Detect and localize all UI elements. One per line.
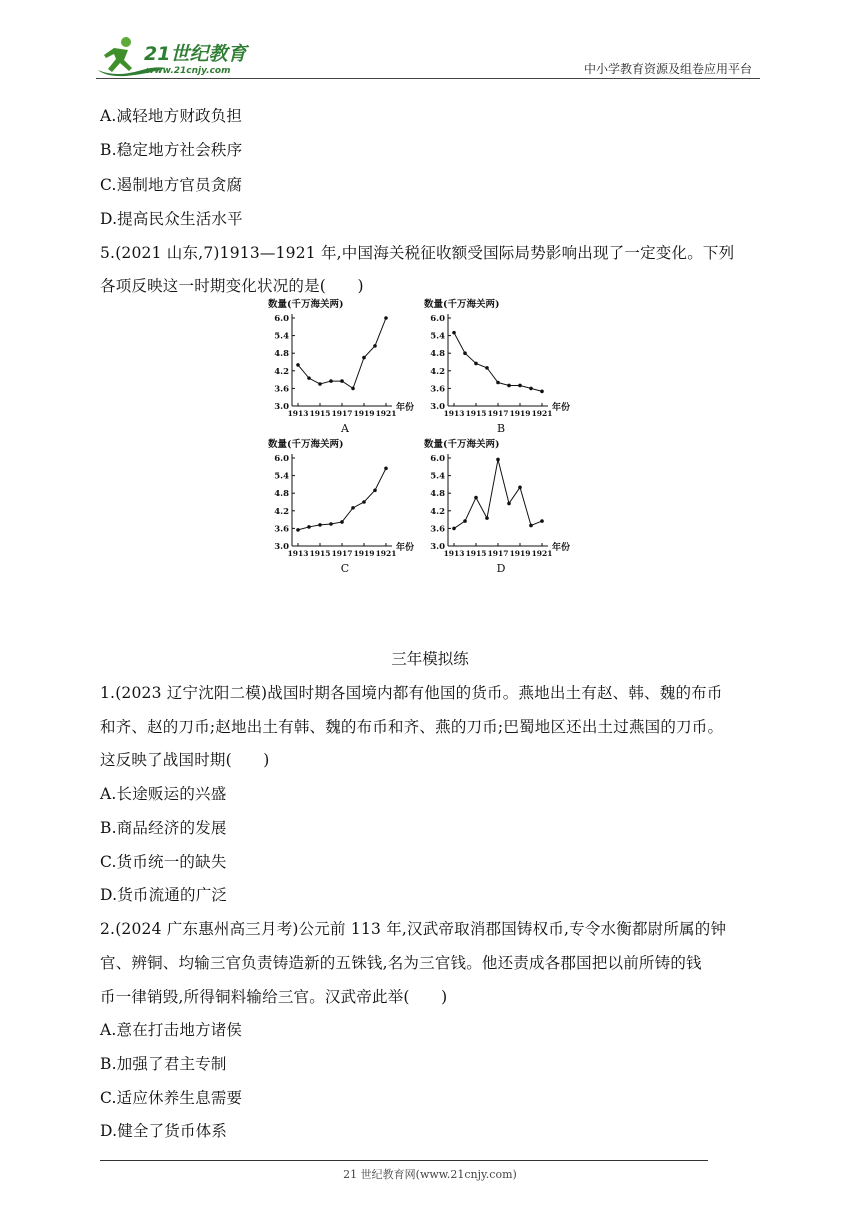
x-axis-label: 年份	[552, 403, 571, 413]
x-tick-label: 1917	[331, 409, 353, 418]
x-tick-label: 1915	[309, 549, 331, 558]
data-point	[373, 488, 377, 492]
x-tick-label: 1913	[443, 549, 465, 558]
y-axis-label: 数量(千万海关两)	[424, 439, 500, 450]
y-tick-label: 3.0	[274, 402, 289, 412]
option-c: C.遏制地方官员贪腐	[100, 176, 243, 194]
x-tick-label: 1913	[287, 549, 309, 558]
y-tick-label: 5.4	[430, 471, 445, 482]
question-1-line-1: 1.(2023 辽宁沈阳二模)战国时期各国境内都有他国的货币。燕地出土有赵、韩、魏的布币	[100, 684, 723, 702]
data-point	[296, 363, 300, 367]
data-point	[540, 519, 544, 523]
footer-text: 21 世纪教育网(www.21cnjy.com)	[343, 1168, 517, 1181]
y-tick-label: 4.2	[274, 366, 289, 377]
y-tick-label: 4.8	[430, 489, 445, 500]
x-tick-label: 1915	[465, 409, 487, 418]
y-tick-label: 5.4	[274, 471, 289, 482]
y-tick-label: 4.8	[274, 349, 289, 360]
data-point	[496, 458, 500, 462]
q1-option-c: C.货币统一的缺失	[100, 853, 227, 871]
data-point	[351, 506, 355, 510]
data-point	[485, 516, 489, 520]
x-axis-label: 年份	[396, 403, 415, 413]
data-point	[474, 496, 478, 500]
x-tick-label: 1919	[509, 549, 531, 558]
q2-option-d: D.健全了货币体系	[100, 1122, 228, 1140]
question-2-line-1: 2.(2024 广东惠州高三月考)公元前 113 年,汉武帝取消郡国铸权币,专令水衡都尉所属的钟	[100, 920, 727, 938]
data-point	[452, 527, 456, 531]
y-axis-label: 数量(千万海关两)	[268, 299, 344, 310]
x-axis-label: 年份	[552, 543, 571, 553]
data-point	[340, 379, 344, 383]
q2-option-a: A.意在打击地方诸侯	[100, 1021, 243, 1039]
data-point	[373, 344, 377, 348]
series-line	[454, 459, 542, 528]
data-point	[351, 387, 355, 391]
y-tick-label: 4.2	[430, 506, 445, 517]
logo	[96, 34, 266, 78]
chart-c	[262, 436, 432, 580]
data-point	[474, 362, 478, 366]
data-point	[307, 525, 311, 529]
x-tick-label: 1919	[353, 549, 375, 558]
q1-option-d: D.货币流通的广泛	[100, 886, 228, 904]
x-tick-label: 1915	[465, 549, 487, 558]
x-tick-label: 1917	[487, 409, 509, 418]
chart-a	[262, 296, 432, 440]
y-tick-label: 4.2	[274, 506, 289, 517]
data-point	[318, 382, 322, 386]
data-point	[296, 528, 300, 532]
x-tick-label: 1921	[531, 549, 553, 558]
y-tick-label: 5.4	[274, 331, 289, 342]
x-tick-label: 1917	[331, 549, 353, 558]
question-1-line-3: 这反映了战国时期( )	[100, 751, 270, 769]
data-point	[340, 520, 344, 524]
page-header	[96, 34, 760, 80]
y-tick-label: 6.0	[430, 454, 445, 464]
chart-panel-label: B	[496, 422, 506, 435]
y-tick-label: 3.6	[274, 384, 289, 395]
y-tick-label: 3.0	[430, 402, 445, 412]
data-point	[362, 500, 366, 504]
x-tick-label: 1921	[375, 409, 397, 418]
y-tick-label: 5.4	[430, 331, 445, 342]
series-line	[298, 318, 386, 388]
q1-option-b: B.商品经济的发展	[100, 819, 227, 837]
logo-text: 21世纪教育	[144, 43, 247, 65]
logo-url: www.21cnjy.com	[146, 66, 231, 76]
data-point	[452, 331, 456, 335]
section-title: 三年模拟练	[391, 650, 469, 668]
chart-panel-label: C	[340, 562, 350, 575]
data-point	[329, 379, 333, 383]
chart-b	[418, 296, 588, 440]
y-tick-label: 3.6	[430, 384, 445, 395]
y-tick-label: 3.6	[274, 524, 289, 535]
data-point	[540, 390, 544, 394]
y-tick-label: 4.2	[430, 366, 445, 377]
data-point	[496, 381, 500, 385]
x-tick-label: 1913	[287, 409, 309, 418]
data-point	[362, 356, 366, 360]
y-tick-label: 3.0	[274, 542, 289, 552]
data-point	[384, 466, 388, 470]
x-tick-label: 1919	[509, 409, 531, 418]
q2-option-b: B.加强了君主专制	[100, 1055, 227, 1073]
y-tick-label: 4.8	[274, 489, 289, 500]
data-point	[507, 502, 511, 506]
question-5-line-2: 各项反映这一时期变化状况的是( )	[100, 277, 364, 295]
data-point	[518, 384, 522, 388]
q2-option-c: C.适应休养生息需要	[100, 1089, 243, 1107]
y-tick-label: 6.0	[274, 314, 289, 324]
data-point	[529, 387, 533, 391]
x-tick-label: 1921	[375, 549, 397, 558]
x-tick-label: 1917	[487, 549, 509, 558]
x-tick-label: 1919	[353, 409, 375, 418]
data-point	[318, 523, 322, 527]
option-d: D.提高民众生活水平	[100, 210, 243, 228]
data-point	[485, 366, 489, 370]
y-tick-label: 6.0	[430, 314, 445, 324]
chart-d	[418, 436, 588, 580]
data-point	[384, 316, 388, 320]
footer-divider	[100, 1160, 708, 1161]
question-1-line-2: 和齐、赵的刀币;赵地出土有韩、魏的布币和齐、燕的刀币;巴蜀地区还出土过燕国的刀币。	[100, 718, 724, 736]
x-tick-label: 1915	[309, 409, 331, 418]
data-point	[518, 486, 522, 490]
x-tick-label: 1921	[531, 409, 553, 418]
option-b: B.稳定地方社会秩序	[100, 141, 243, 159]
data-point	[463, 351, 467, 355]
y-axis-label: 数量(千万海关两)	[424, 299, 500, 310]
question-5-line-1: 5.(2021 山东,7)1913—1921 年,中国海关税征收额受国际局势影响出现了一定变化。下列	[100, 244, 735, 262]
chart-panel-label: A	[341, 422, 349, 435]
y-tick-label: 4.8	[430, 349, 445, 360]
y-tick-label: 3.0	[430, 542, 445, 552]
y-tick-label: 6.0	[274, 454, 289, 464]
y-axis-label: 数量(千万海关两)	[268, 439, 344, 450]
question-2-line-2: 官、辨铜、均输三官负责铸造新的五铢钱,名为三官钱。他还责成各郡国把以前所铸的钱	[100, 954, 702, 972]
data-point	[507, 384, 511, 388]
question-2-line-3: 币一律销毁,所得铜料输给三官。汉武帝此举( )	[100, 988, 448, 1006]
platform-name: 中小学教育资源及组卷应用平台	[583, 62, 752, 76]
header-divider	[96, 78, 760, 79]
data-point	[529, 524, 533, 528]
data-point	[329, 522, 333, 526]
data-point	[307, 376, 311, 380]
y-tick-label: 3.6	[430, 524, 445, 535]
option-a: A.减轻地方财政负担	[100, 107, 243, 125]
chart-panel-label: D	[496, 562, 506, 575]
data-point	[463, 519, 467, 523]
x-tick-label: 1913	[443, 409, 465, 418]
x-axis-label: 年份	[396, 543, 415, 553]
q1-option-a: A.长途贩运的兴盛	[100, 785, 227, 803]
